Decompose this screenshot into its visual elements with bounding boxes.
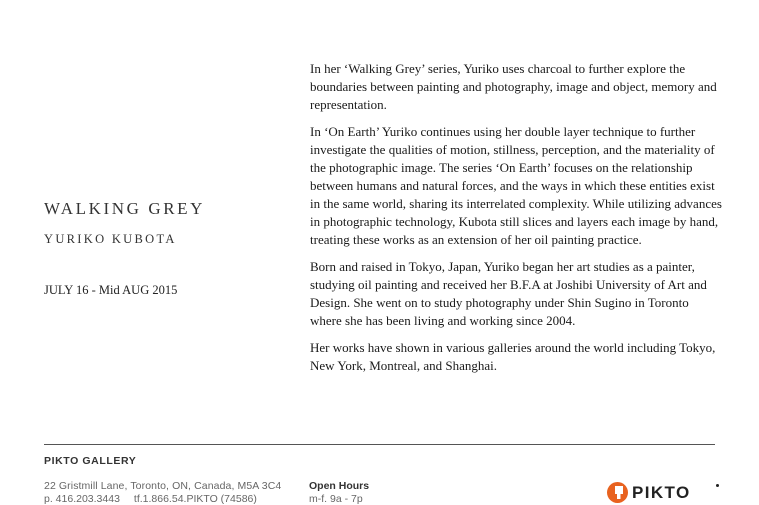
pikto-logo-text: PIKTO xyxy=(632,483,691,502)
paragraph-exhibitions: Her works have shown in various galleries around the world including Tokyo, New York, Montreal, and Shanghai. xyxy=(310,340,716,373)
gallery-name: PIKTO GALLERY xyxy=(44,455,137,467)
open-hours-value: m-f. 9a - 7p xyxy=(309,493,363,505)
paragraph-biography: Born and raised in Tokyo, Japan, Yuriko began her art studies as a painter, studying oil painting and received her B.F.A at Joshibi University of Art and Design. She went on to study photography under Shin Sugino in Toronto where she has been living and working since 2004. xyxy=(310,259,707,328)
paragraph-walking-grey: In her ‘Walking Grey’ series, Yuriko uses charcoal to further explore the boundaries between painting and photography, image and object, memory and representation. xyxy=(310,61,717,112)
gallery-address: 22 Gristmill Lane, Toronto, ON, Canada, M5A 3C4 xyxy=(44,480,282,492)
footer-divider xyxy=(44,444,715,445)
artist-name: YURIKO KUBOTA xyxy=(44,232,177,246)
phone-number: p. 416.203.3443 xyxy=(44,493,120,505)
exhibition-title: WALKING GREY xyxy=(44,199,206,218)
paragraph-on-earth: In ‘On Earth’ Yuriko continues using her double layer technique to further investigate the qualities of motion, stillness, perception, and the materiality of the photographic image. The series ‘On Earth’ focuses on the relationship between humans and natural forces, and the ways in which these entities exist in the same world, sharing its interrelated complexity. While utilizing advances in photographic technology, Kubota still slices and layers each image by hand, treating these works as an extension of her oil painting practice. xyxy=(310,124,722,247)
pikto-logo-icon xyxy=(607,482,628,503)
open-hours-label: Open Hours xyxy=(309,480,370,492)
exhibition-dates: JULY 16 - Mid AUG 2015 xyxy=(44,283,178,297)
gallery-phones xyxy=(44,493,257,505)
logo-registered-dot xyxy=(716,484,719,487)
exhibition-description xyxy=(310,60,722,384)
toll-free-number: tf.1.866.54.PIKTO (74586) xyxy=(133,493,257,505)
